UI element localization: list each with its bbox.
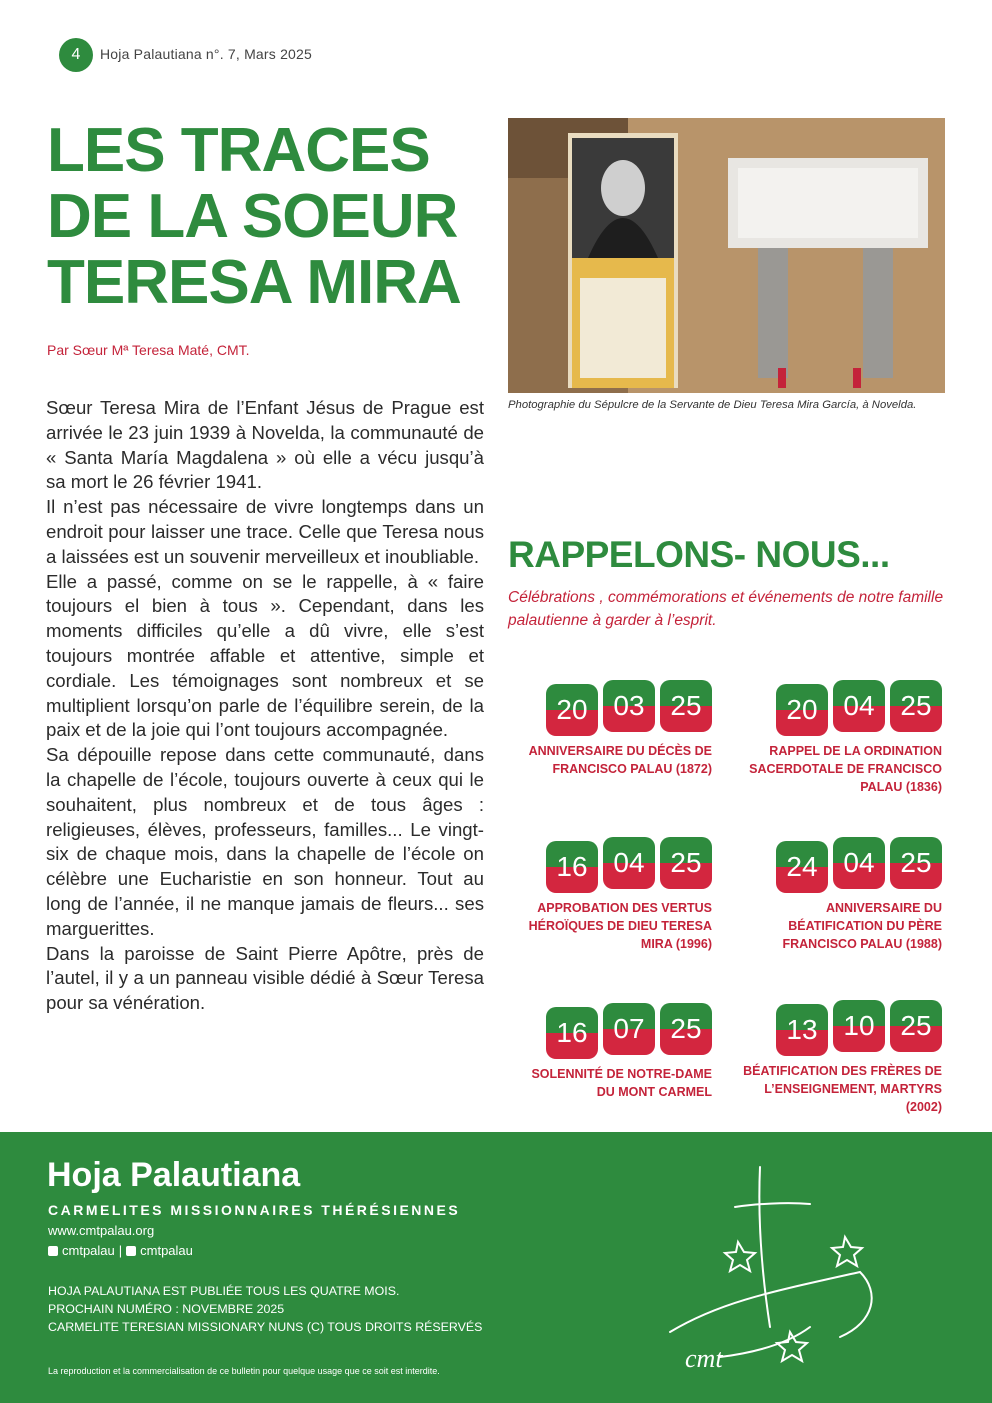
event-item (742, 837, 942, 953)
footer (0, 1132, 992, 1403)
social-separator: | (118, 1243, 123, 1258)
date-year: 25 (660, 837, 712, 889)
event-label: ANNIVERSAIRE DU BÉATIFICATION DU PÈRE FRANCISCO PALAU (1988) (782, 901, 942, 951)
event-label: APPROBATION DES VERTUS HÉROÏQUES DE DIEU TERESA MIRA (1996) (528, 901, 712, 951)
info-line: CARMELITE TERESIAN MISSIONARY NUNS (C) TOUS DROITS RÉSERVÉS (48, 1320, 483, 1334)
event-label: ANNIVERSAIRE DU DÉCÈS DE FRANCISCO PALAU (1872) (528, 744, 712, 776)
date-day: 20 (546, 684, 598, 736)
event-item (512, 1003, 712, 1101)
event-date (512, 1003, 712, 1059)
twitter-icon (48, 1246, 58, 1256)
website-link[interactable]: www.cmtpalau.org (48, 1223, 155, 1238)
publication-line: Hoja Palautiana n°. 7, Mars 2025 (100, 46, 313, 62)
event-item (742, 1000, 942, 1116)
event-date (512, 680, 712, 736)
date-day: 16 (546, 841, 598, 893)
paragraph: Sœur Teresa Mira de l’Enfant Jésus de Prague est arrivée le 23 juin 1939 à Novelda, la communauté de « Santa María Magdalena » où elle a vécu jusqu’à sa mort le 26 février 1941. (46, 397, 484, 493)
event-date (742, 837, 942, 893)
date-year: 25 (660, 680, 712, 732)
facebook-icon (126, 1246, 136, 1256)
date-month: 04 (603, 837, 655, 889)
logo-text: cmt (685, 1344, 723, 1373)
date-month: 04 (833, 837, 885, 889)
event-label: SOLENNITÉ DE NOTRE-DAME DU MONT CARMEL (531, 1067, 712, 1099)
date-month: 10 (833, 1000, 885, 1052)
date-year: 25 (890, 837, 942, 889)
date-day: 20 (776, 684, 828, 736)
paragraph: Sa dépouille repose dans cette communauté, dans la chapelle de l’école, toujours ouverte à ceux qui le souhaitent, plus nombreux et de tous âges : religieuses, élèves, professeurs, familles... Le vingt-six de chaque mois, dans la chapelle de l’école on célèbre une Eucharistie en son honneur. Tout au long de l’année, il ne manque jamais de fleurs... ses marguerittes. (46, 744, 484, 939)
cmt-logo-icon (660, 1152, 900, 1382)
paragraph: Il n’est pas nécessaire de vivre longtemps dans un endroit pour laisser une trace. Celle que Teresa nous a laissées est un souvenir merveilleux et inoubliable. (46, 496, 484, 567)
date-year: 25 (890, 680, 942, 732)
date-year: 25 (660, 1003, 712, 1055)
info-line: HOJA PALAUTIANA EST PUBLIÉE TOUS LES QUATRE MOIS. (48, 1284, 400, 1298)
event-item (742, 680, 942, 796)
sepulchre-photo (508, 118, 945, 393)
event-date (742, 1000, 942, 1056)
article-body (46, 396, 484, 1016)
social-handle-2[interactable]: cmtpalau (140, 1243, 193, 1258)
event-item (512, 680, 712, 778)
date-day: 16 (546, 1007, 598, 1059)
date-month: 03 (603, 680, 655, 732)
info-line: PROCHAIN NUMÉRO : NOVEMBRE 2025 (48, 1302, 285, 1316)
article-author: Par Sœur Mª Teresa Maté, CMT. (47, 342, 250, 358)
event-label: RAPPEL DE LA ORDINATION SACERDOTALE DE FRANCISCO PALAU (1836) (749, 744, 942, 794)
photo-caption: Photographie du Sépulcre de la Servante de Dieu Teresa Mira García, à Novelda. (508, 399, 917, 411)
footer-info (48, 1282, 482, 1336)
date-year: 25 (890, 1000, 942, 1052)
paragraph: Dans la paroisse de Saint Pierre Apôtre, près de l’autel, il y a un panneau visible dédié à Sœur Teresa pour sa vénération. (46, 942, 484, 1014)
event-label: BÉATIFICATION DES FRÈRES DE L’ENSEIGNEMENT, MARTYRS (2002) (743, 1064, 942, 1114)
event-date (742, 680, 942, 736)
social-links (48, 1243, 193, 1258)
footer-subtitle: CARMELITES MISSIONNAIRES THÉRÉSIENNES (48, 1202, 461, 1218)
event-item (512, 837, 712, 953)
article-title: LES TRACES DE LA SOEUR TERESA MIRA (47, 116, 461, 317)
event-date (512, 837, 712, 893)
date-month: 04 (833, 680, 885, 732)
footer-title: Hoja Palautiana (47, 1156, 301, 1194)
date-day: 13 (776, 1004, 828, 1056)
page-number-badge: 4 (59, 38, 93, 72)
sepulchre-photo-illustration (508, 118, 945, 393)
section-title: RAPPELONS- NOUS... (508, 534, 890, 575)
section-subtitle: Célébrations , commémorations et événements de notre famille palautienne à garder à l’esprit. (508, 589, 944, 629)
social-handle-1[interactable]: cmtpalau (62, 1243, 115, 1258)
date-day: 24 (776, 841, 828, 893)
paragraph: Elle a passé, comme on se le rappelle, à « faire toujours el bien à tous ». Cependant, dans les moments difficiles qu’elle a dû vivre, elle s’est toujours montrée affable et attentive, simple et cordiale. Les témoignages sont nombreux et se multiplient lorsqu’on parle de l’équilibre serein, de la paix et de la joie qui l’ont toujours accompagnée. (46, 570, 484, 741)
legal-notice: La reproduction et la commercialisation de ce bulletin pour quelque usage que ce soit est interdite. (48, 1366, 440, 1376)
date-month: 07 (603, 1003, 655, 1055)
